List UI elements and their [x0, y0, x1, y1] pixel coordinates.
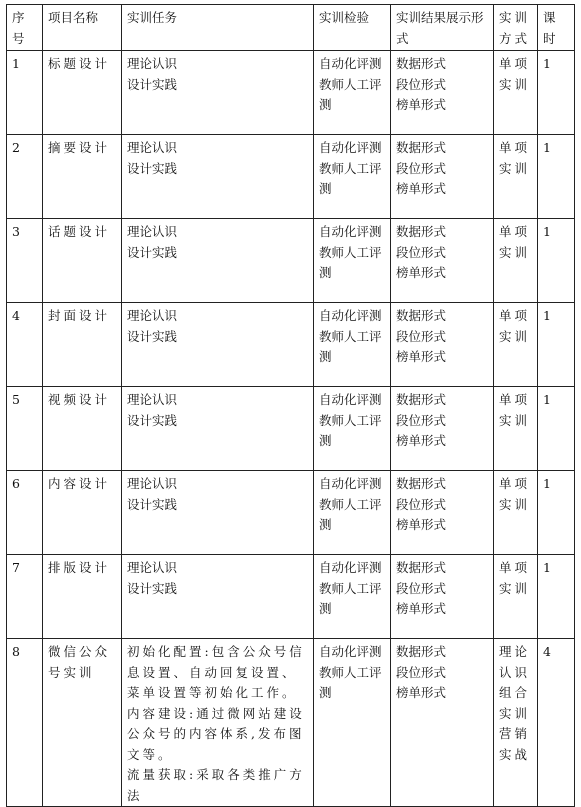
result-format-line: 数据形式	[396, 308, 447, 323]
result-format-line: 榜单形式	[396, 181, 447, 196]
project-name: 微信公众号实训	[43, 639, 122, 807]
training-check	[314, 51, 391, 135]
training-table	[6, 4, 575, 807]
result-format	[391, 639, 494, 807]
class-hours: 1	[538, 135, 575, 219]
training-method: 单项实训	[494, 303, 538, 387]
training-task-line: 设计实践	[127, 160, 178, 176]
header-no: 序号	[7, 5, 43, 51]
training-task-line: 理论认识	[127, 308, 178, 323]
training-check	[314, 471, 391, 555]
training-method: 单项实训	[494, 555, 538, 639]
training-check-line: 自动化评测	[319, 56, 382, 71]
class-hours: 1	[538, 303, 575, 387]
training-check-line: 自动化评测	[319, 644, 382, 659]
training-check-line: 教师人工评测	[319, 160, 382, 196]
table-row	[7, 135, 575, 219]
table-row	[7, 639, 575, 807]
training-task	[122, 387, 314, 471]
training-check-line: 教师人工评测	[319, 496, 382, 532]
training-method: 单项实训	[494, 135, 538, 219]
table-row	[7, 471, 575, 555]
training-check-line: 自动化评测	[319, 560, 382, 575]
class-hours: 4	[538, 639, 575, 807]
project-name: 标题设计	[43, 51, 122, 135]
training-task-line: 理论认识	[127, 224, 178, 239]
training-task-line: 设计实践	[127, 244, 178, 260]
training-method: 单项实训	[494, 219, 538, 303]
result-format-line: 榜单形式	[396, 265, 447, 280]
result-format-line: 数据形式	[396, 224, 447, 239]
training-task-line: 设计实践	[127, 76, 178, 92]
result-format-line: 数据形式	[396, 560, 447, 575]
row-number: 5	[7, 387, 43, 471]
training-method: 单项实训	[494, 387, 538, 471]
table-row	[7, 219, 575, 303]
training-task-line: 设计实践	[127, 412, 178, 428]
training-task	[122, 219, 314, 303]
result-format-line: 榜单形式	[396, 685, 447, 700]
result-format	[391, 471, 494, 555]
training-task-line: 设计实践	[127, 496, 178, 512]
training-check-line: 教师人工评测	[319, 328, 382, 364]
table-row	[7, 555, 575, 639]
header-method: 实训方式	[494, 5, 538, 51]
training-method: 单项实训	[494, 471, 538, 555]
training-check	[314, 639, 391, 807]
result-format-line: 段位形式	[396, 412, 447, 428]
result-format-line: 段位形式	[396, 328, 447, 344]
result-format-line: 数据形式	[396, 476, 447, 491]
result-format-line: 榜单形式	[396, 517, 447, 532]
training-task-line: 理论认识	[127, 560, 178, 575]
training-check-line: 教师人工评测	[319, 244, 382, 280]
training-task-line: 理论认识	[127, 56, 178, 71]
table-row	[7, 303, 575, 387]
training-check-line: 自动化评测	[319, 476, 382, 491]
training-task-line: 初始化配置:包含公众号信息设置、自动回复设置、菜单设置等初始化工作。	[127, 644, 305, 700]
training-check-line: 教师人工评测	[319, 580, 382, 616]
training-check-line: 教师人工评测	[319, 664, 382, 700]
result-format-line: 段位形式	[396, 496, 447, 512]
header-project: 项目名称	[43, 5, 122, 51]
class-hours: 1	[538, 471, 575, 555]
class-hours: 1	[538, 219, 575, 303]
header-row	[7, 5, 575, 51]
training-task-line: 理论认识	[127, 392, 178, 407]
result-format	[391, 303, 494, 387]
training-check-line: 自动化评测	[319, 140, 382, 155]
training-check	[314, 303, 391, 387]
result-format-line: 榜单形式	[396, 349, 447, 364]
training-check-line: 自动化评测	[319, 308, 382, 323]
training-task-line: 设计实践	[127, 580, 178, 596]
header-check: 实训检验	[314, 5, 391, 51]
result-format-line: 段位形式	[396, 244, 447, 260]
project-name: 封面设计	[43, 303, 122, 387]
training-task-line: 内容建设:通过微网站建设公众号的内容体系,发布图文等。	[127, 705, 305, 762]
header-result: 实训结果展示形式	[391, 5, 494, 51]
training-check-line: 教师人工评测	[319, 412, 382, 448]
result-format	[391, 555, 494, 639]
row-number: 3	[7, 219, 43, 303]
training-task-line: 理论认识	[127, 140, 178, 155]
result-format-line: 数据形式	[396, 644, 447, 659]
row-number: 4	[7, 303, 43, 387]
row-number: 6	[7, 471, 43, 555]
training-task	[122, 471, 314, 555]
project-name: 话题设计	[43, 219, 122, 303]
table-row	[7, 387, 575, 471]
result-format	[391, 219, 494, 303]
result-format-line: 数据形式	[396, 56, 447, 71]
table-row	[7, 51, 575, 135]
training-check-line: 自动化评测	[319, 392, 382, 407]
result-format-line: 榜单形式	[396, 433, 447, 448]
project-name: 排版设计	[43, 555, 122, 639]
project-name: 内容设计	[43, 471, 122, 555]
training-task	[122, 555, 314, 639]
result-format-line: 段位形式	[396, 76, 447, 92]
training-task-line: 设计实践	[127, 328, 178, 344]
result-format-line: 数据形式	[396, 392, 447, 407]
row-number: 1	[7, 51, 43, 135]
training-method: 单项实训	[494, 51, 538, 135]
row-number: 7	[7, 555, 43, 639]
result-format-line: 数据形式	[396, 140, 447, 155]
result-format-line: 榜单形式	[396, 601, 447, 616]
header-task: 实训任务	[122, 5, 314, 51]
result-format-line: 榜单形式	[396, 97, 447, 112]
training-check	[314, 135, 391, 219]
result-format-line: 段位形式	[396, 664, 447, 680]
row-number: 2	[7, 135, 43, 219]
result-format-line: 段位形式	[396, 580, 447, 596]
training-check-line: 教师人工评测	[319, 76, 382, 112]
project-name: 摘要设计	[43, 135, 122, 219]
result-format	[391, 387, 494, 471]
result-format-line: 段位形式	[396, 160, 447, 176]
training-task-line: 理论认识	[127, 476, 178, 491]
training-check-line: 自动化评测	[319, 224, 382, 239]
class-hours: 1	[538, 387, 575, 471]
training-task	[122, 51, 314, 135]
header-hours: 课时	[538, 5, 575, 51]
training-method: 理论认识组合实训营销实战	[494, 639, 538, 807]
training-task-line: 流量获取:采取各类推广方法	[127, 767, 305, 803]
training-task	[122, 639, 314, 807]
training-check	[314, 219, 391, 303]
project-name: 视频设计	[43, 387, 122, 471]
training-task	[122, 303, 314, 387]
training-check	[314, 555, 391, 639]
class-hours: 1	[538, 555, 575, 639]
row-number: 8	[7, 639, 43, 807]
result-format	[391, 135, 494, 219]
training-check	[314, 387, 391, 471]
class-hours: 1	[538, 51, 575, 135]
training-task	[122, 135, 314, 219]
result-format	[391, 51, 494, 135]
